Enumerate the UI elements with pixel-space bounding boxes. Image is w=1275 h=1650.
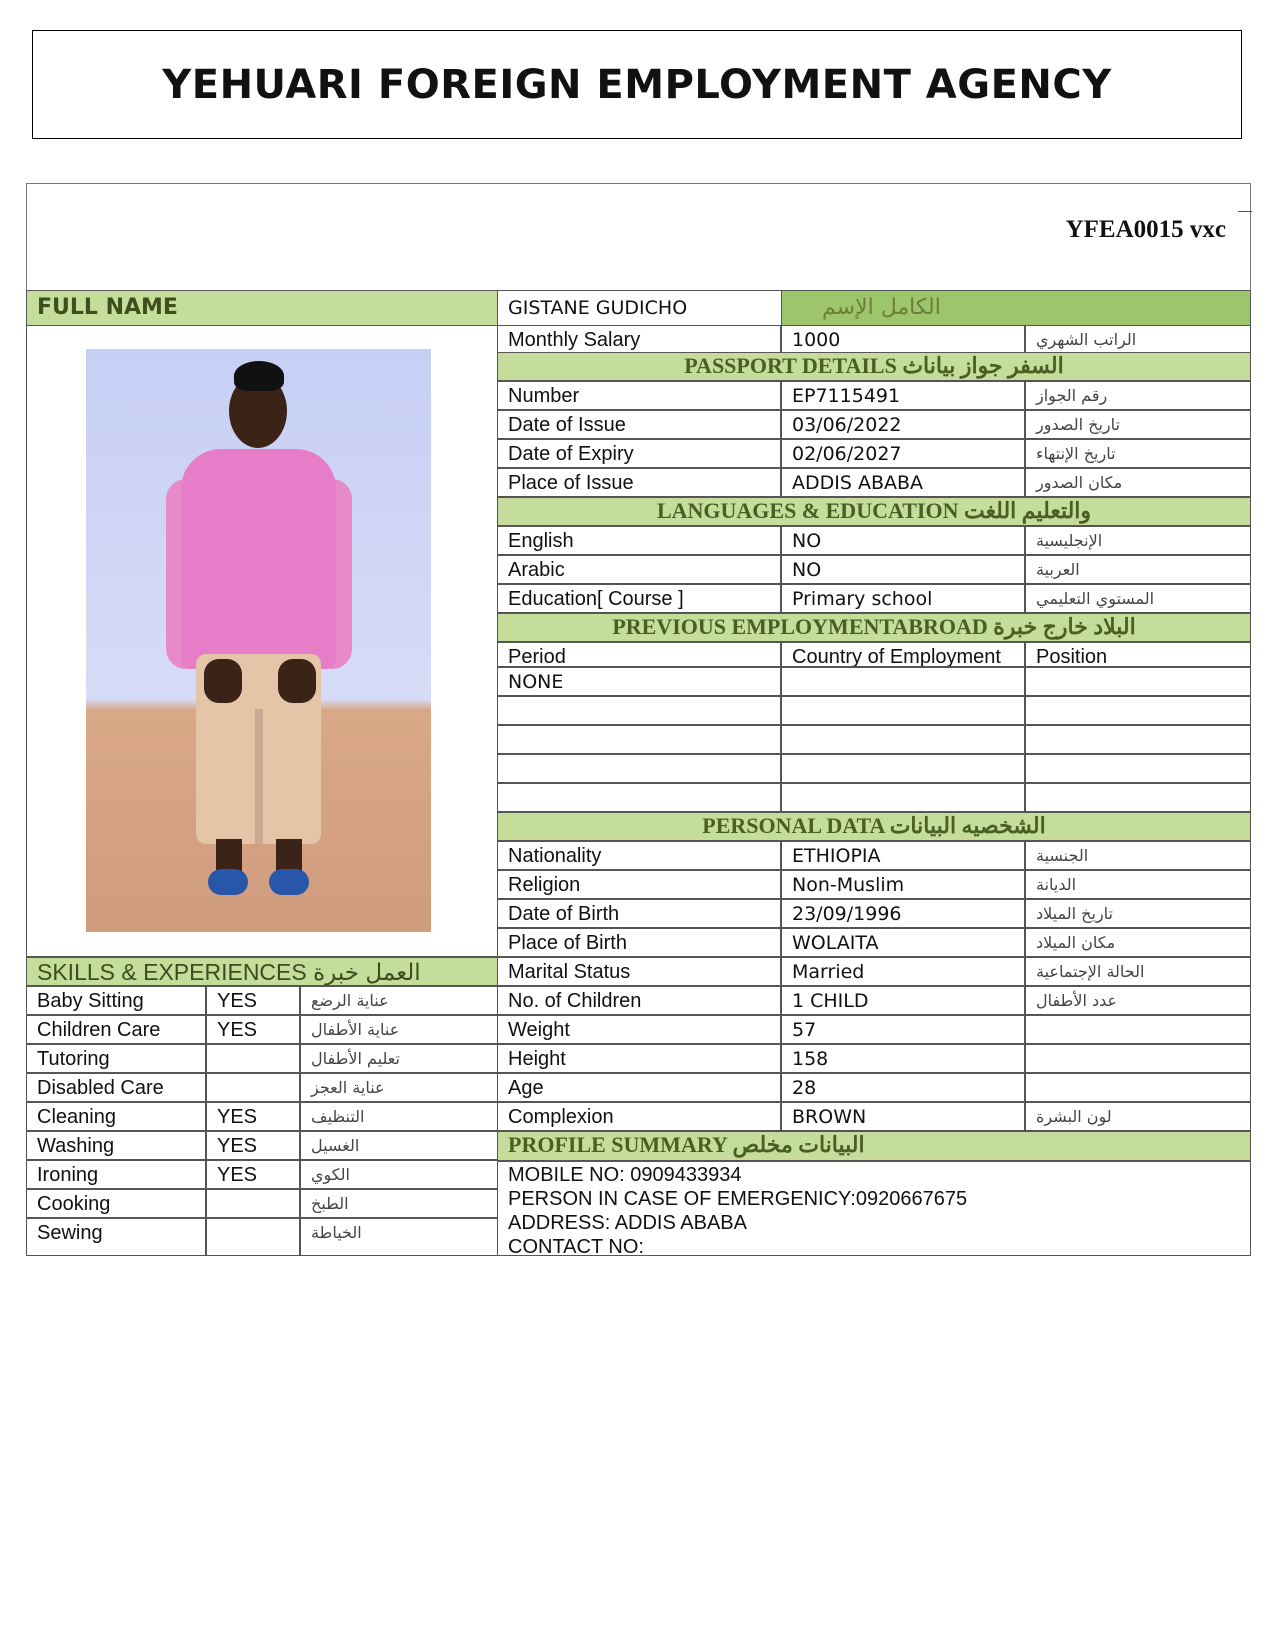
personal-row-ar	[1025, 1015, 1251, 1044]
salary-ar: الراتب الشهري	[1025, 325, 1251, 353]
language-row-label: Arabic	[497, 555, 781, 584]
skill-value	[206, 1218, 300, 1256]
personal-row-value: 158	[781, 1044, 1025, 1073]
summary-line: ADDRESS: ADDIS ABABA	[508, 1212, 747, 1234]
personal-row-value: ETHIOPIA	[781, 841, 1025, 870]
full-name-value: GISTANE GUDICHO	[497, 290, 782, 326]
skill-label: Washing	[26, 1131, 206, 1160]
personal-row-value: WOLAITA	[781, 928, 1025, 957]
reference-code: YFEA0015 vxc	[1065, 216, 1226, 243]
salary-value: 1000	[781, 325, 1025, 353]
profile-summary-box	[497, 1161, 1251, 1256]
summary-line: CONTACT NO:	[508, 1236, 644, 1258]
prev-col-period: Period	[497, 642, 781, 667]
prev-country-cell	[781, 696, 1025, 725]
skill-label: Cooking	[26, 1189, 206, 1218]
personal-data-header: PERSONAL DATA الشخصيه البيانات	[497, 812, 1251, 841]
summary-line: PERSON IN CASE OF EMERGENICY:0920667675	[508, 1188, 968, 1210]
passport-row-label: Date of Issue	[497, 410, 781, 439]
personal-row-label: Age	[497, 1073, 781, 1102]
salary-label: Monthly Salary	[497, 325, 781, 353]
personal-row-label: Nationality	[497, 841, 781, 870]
reference-divider	[1238, 211, 1252, 212]
skill-value: YES	[206, 986, 300, 1015]
skill-value: YES	[206, 1102, 300, 1131]
prev-position-cell	[1025, 783, 1251, 812]
personal-row-label: Complexion	[497, 1102, 781, 1131]
personal-row-ar	[1025, 1044, 1251, 1073]
prev-col-country: Country of Employment	[781, 642, 1025, 667]
personal-row-label: Place of Birth	[497, 928, 781, 957]
language-row-label: Education[ Course ]	[497, 584, 781, 613]
skill-value: YES	[206, 1015, 300, 1044]
prev-period-cell	[497, 754, 781, 783]
passport-row-label: Date of Expiry	[497, 439, 781, 468]
language-row-label: English	[497, 526, 781, 555]
skill-ar: التنظيف	[300, 1102, 498, 1131]
personal-row-ar: الديانة	[1025, 870, 1251, 899]
candidate-photo	[86, 349, 431, 932]
full-name-ar: الكامل الإسم	[781, 290, 1251, 326]
language-row-value: Primary school	[781, 584, 1025, 613]
skill-value: YES	[206, 1131, 300, 1160]
language-row-value: NO	[781, 526, 1025, 555]
personal-row-label: Religion	[497, 870, 781, 899]
personal-row-value: Non-Muslim	[781, 870, 1025, 899]
passport-row-ar: تاريخ الصدور	[1025, 410, 1251, 439]
skill-value: YES	[206, 1160, 300, 1189]
skill-ar: الطبخ	[300, 1189, 498, 1218]
skill-label: Cleaning	[26, 1102, 206, 1131]
language-row-ar: المستوي التعليمي	[1025, 584, 1251, 613]
passport-row-value: 03/06/2022	[781, 410, 1025, 439]
prev-col-position: Position	[1025, 642, 1251, 667]
passport-row-ar: تاريخ الإنتهاء	[1025, 439, 1251, 468]
prev-country-cell	[781, 725, 1025, 754]
prev-period-cell	[497, 696, 781, 725]
personal-row-label: Height	[497, 1044, 781, 1073]
passport-row-label: Place of Issue	[497, 468, 781, 497]
personal-row-ar: الحالة الإجتماعية	[1025, 957, 1251, 986]
skill-ar: تعليم الأطفال	[300, 1044, 498, 1073]
personal-row-ar: تاريخ الميلاد	[1025, 899, 1251, 928]
languages-header: LANGUAGES & EDUCATION والتعليم اللغت	[497, 497, 1251, 526]
skill-ar: الغسيل	[300, 1131, 498, 1160]
skill-label: Children Care	[26, 1015, 206, 1044]
skill-label: Tutoring	[26, 1044, 206, 1073]
skill-label: Baby Sitting	[26, 986, 206, 1015]
profile-summary-header: PROFILE SUMMARY البيانات مخلص	[497, 1131, 1251, 1161]
personal-row-label: Marital Status	[497, 957, 781, 986]
personal-row-ar: مكان الميلاد	[1025, 928, 1251, 957]
prev-country-cell	[781, 667, 1025, 696]
prev-position-cell	[1025, 667, 1251, 696]
prev-position-cell	[1025, 754, 1251, 783]
passport-row-ar: مكان الصدور	[1025, 468, 1251, 497]
skill-ar: عناية الرضع	[300, 986, 498, 1015]
personal-row-ar: عدد الأطفال	[1025, 986, 1251, 1015]
passport-row-value: ADDIS ABABA	[781, 468, 1025, 497]
prev-period-cell	[497, 783, 781, 812]
skill-label: Disabled Care	[26, 1073, 206, 1102]
passport-row-value: 02/06/2027	[781, 439, 1025, 468]
prev-country-cell	[781, 783, 1025, 812]
personal-row-label: Date of Birth	[497, 899, 781, 928]
personal-row-value: 28	[781, 1073, 1025, 1102]
skill-value	[206, 1073, 300, 1102]
personal-row-ar	[1025, 1073, 1251, 1102]
personal-row-value: 23/09/1996	[781, 899, 1025, 928]
previous-employment-header: PREVIOUS EMPLOYMENTABROAD البلاد خارج خبرة	[497, 613, 1251, 642]
passport-row-label: Number	[497, 381, 781, 410]
skills-header: SKILLS & EXPERIENCES العمل خبرة	[26, 957, 498, 986]
full-name-label: FULL NAME	[26, 290, 498, 326]
skill-value	[206, 1189, 300, 1218]
language-row-ar: العربية	[1025, 555, 1251, 584]
personal-row-ar: الجنسية	[1025, 841, 1251, 870]
agency-title: YEHUARI FOREIGN EMPLOYMENT AGENCY	[162, 61, 1112, 108]
prev-country-cell	[781, 754, 1025, 783]
personal-row-value: 57	[781, 1015, 1025, 1044]
personal-row-value: 1 CHILD	[781, 986, 1025, 1015]
personal-row-value: Married	[781, 957, 1025, 986]
skill-value	[206, 1044, 300, 1073]
summary-line: MOBILE NO: 0909433934	[508, 1164, 742, 1186]
prev-period-cell	[497, 725, 781, 754]
prev-period-cell: NONE	[497, 667, 781, 696]
passport-header: PASSPORT DETAILS السفر جواز بياناث	[497, 352, 1251, 381]
personal-row-label: Weight	[497, 1015, 781, 1044]
skill-label: Sewing	[26, 1218, 206, 1256]
personal-row-label: No. of Children	[497, 986, 781, 1015]
language-row-value: NO	[781, 555, 1025, 584]
agency-header-box	[32, 30, 1242, 139]
skill-ar: عناية الأطفال	[300, 1015, 498, 1044]
personal-row-value: BROWN	[781, 1102, 1025, 1131]
passport-row-value: EP7115491	[781, 381, 1025, 410]
passport-row-ar: رقم الجواز	[1025, 381, 1251, 410]
skill-ar: الخياطة	[300, 1218, 498, 1256]
language-row-ar: الإنجليسية	[1025, 526, 1251, 555]
prev-position-cell	[1025, 696, 1251, 725]
skill-ar: الكوي	[300, 1160, 498, 1189]
skill-label: Ironing	[26, 1160, 206, 1189]
personal-row-ar: لون البشرة	[1025, 1102, 1251, 1131]
prev-position-cell	[1025, 725, 1251, 754]
skill-ar: عناية العجز	[300, 1073, 498, 1102]
